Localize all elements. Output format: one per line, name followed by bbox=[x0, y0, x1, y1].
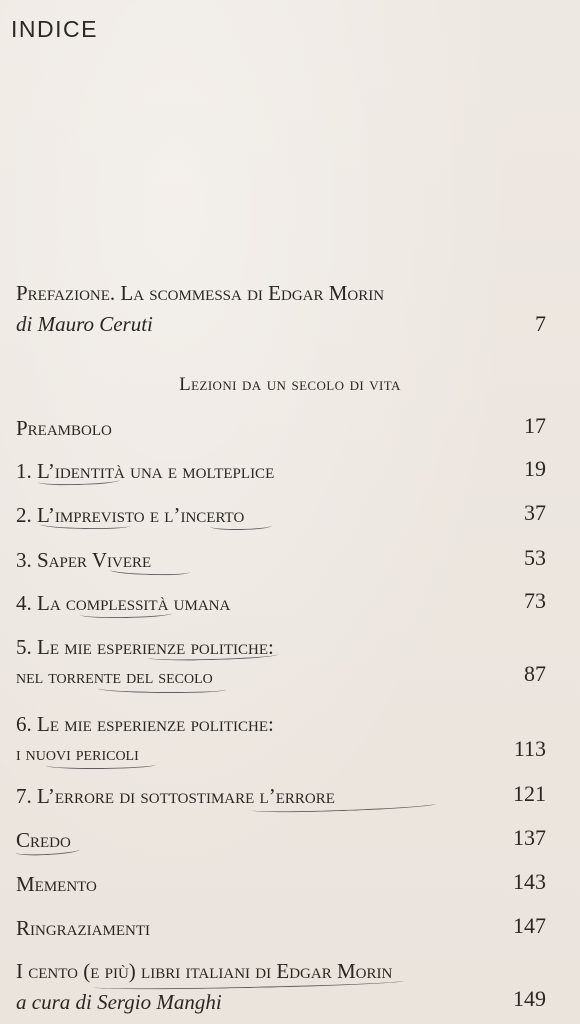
toc-entry-credo-page: 137 bbox=[513, 825, 546, 850]
toc-entry-chapter-4: 4. La complessità umana bbox=[16, 591, 231, 615]
pencil-underline bbox=[40, 523, 130, 530]
toc-entry-ringraziamenti: Ringraziamenti bbox=[16, 916, 150, 940]
toc-entry-chapter-5: 5. Le mie esperienze politiche: bbox=[16, 635, 274, 659]
pencil-underline bbox=[110, 569, 190, 576]
toc-entry-chapter-6: 6. Le mie esperienze politiche: bbox=[16, 712, 274, 736]
toc-entry-appendix-title: I cento (e più) libri italiani di Edgar Morin bbox=[16, 959, 393, 983]
toc-entry-preambolo-page: 17 bbox=[524, 413, 546, 438]
pencil-underline bbox=[210, 524, 272, 530]
pencil-underline bbox=[80, 612, 172, 619]
toc-entry-chapter-4-page: 73 bbox=[524, 588, 546, 613]
toc-entry-chapter-6-subtitle: i nuovi pericoli bbox=[16, 743, 139, 765]
toc-entry-appendix-editor: a cura di Sergio Manghi bbox=[16, 990, 222, 1014]
toc-entry-chapter-3-page: 53 bbox=[524, 545, 546, 570]
pencil-underline bbox=[98, 687, 226, 693]
section-title: Lezioni da un secolo di vita bbox=[179, 374, 401, 395]
toc-entry-memento-page: 143 bbox=[513, 869, 546, 894]
toc-entry-chapter-5-page: 87 bbox=[524, 661, 546, 686]
pencil-underline bbox=[46, 764, 156, 770]
toc-entry-chapter-7: 7. L’errore di sottostimare l’errore bbox=[16, 784, 335, 808]
toc-entry-preface-title: Prefazione. La scommessa di Edgar Morin bbox=[16, 281, 385, 305]
toc-entry-memento: Memento bbox=[16, 872, 97, 896]
toc-entry-chapter-6-page: 113 bbox=[513, 736, 546, 761]
toc-entry-preface-author: di Mauro Ceruti bbox=[16, 312, 153, 336]
toc-entry-chapter-7-page: 121 bbox=[513, 781, 546, 806]
toc-entry-chapter-3: 3. Saper Vivere bbox=[16, 548, 152, 572]
toc-entry-chapter-1: 1. L’identità una e molteplice bbox=[16, 459, 275, 483]
toc-entry-appendix-page: 149 bbox=[513, 986, 546, 1011]
toc-entry-preambolo: Preambolo bbox=[16, 416, 112, 440]
page-heading: INDICE bbox=[11, 16, 98, 42]
pencil-underline bbox=[38, 479, 120, 486]
toc-entry-credo: Credo bbox=[16, 828, 71, 852]
toc-entry-chapter-2-page: 37 bbox=[524, 500, 546, 525]
toc-entry-chapter-2: 2. L’imprevisto e l’incerto bbox=[16, 503, 245, 527]
toc-entry-ringraziamenti-page: 147 bbox=[513, 913, 546, 938]
toc-entry-chapter-1-page: 19 bbox=[524, 456, 546, 481]
toc-entry-preface-page: 7 bbox=[535, 311, 546, 336]
toc-entry-chapter-5-subtitle: nel torrente del secolo bbox=[16, 666, 213, 688]
